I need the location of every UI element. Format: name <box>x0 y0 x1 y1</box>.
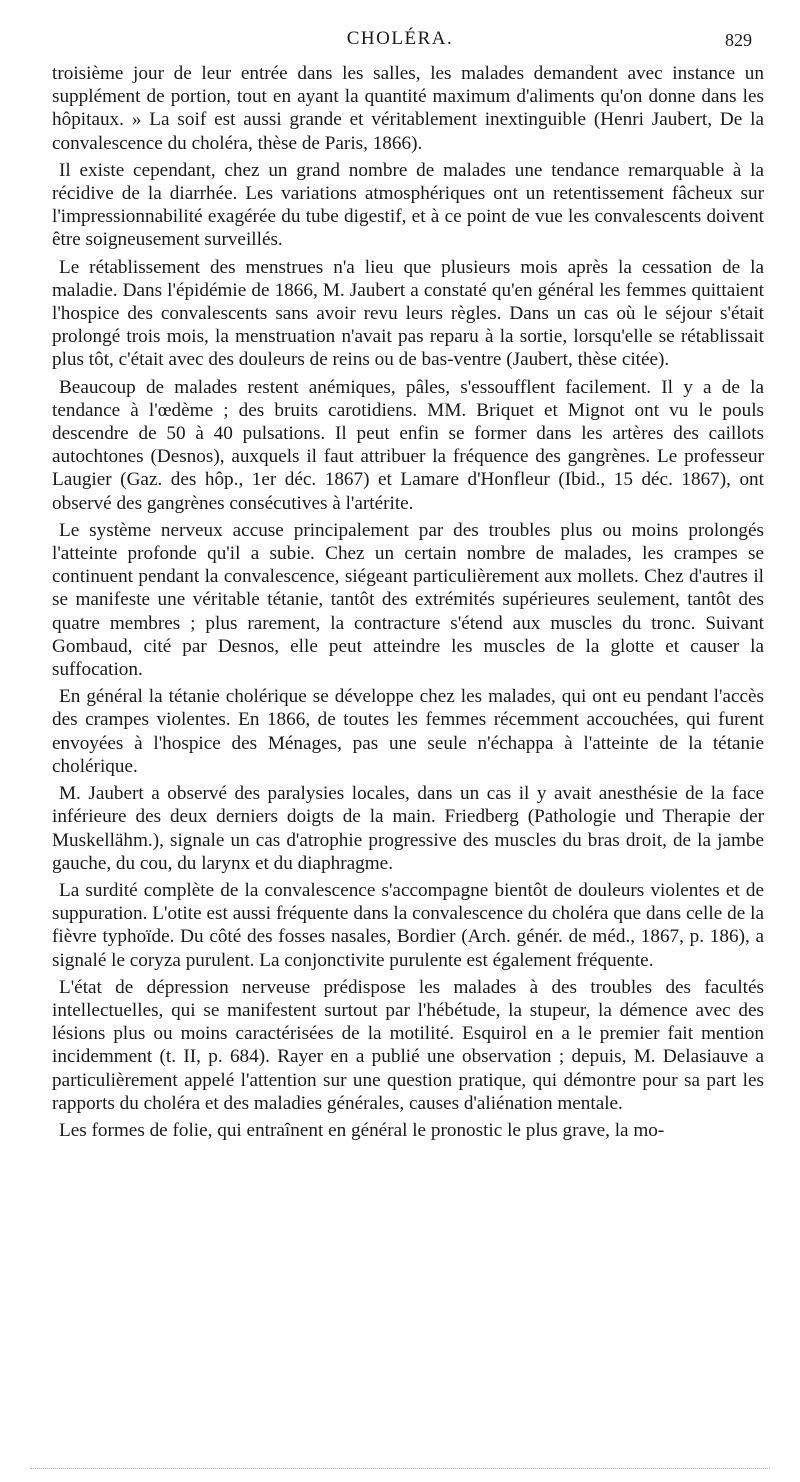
running-head <box>40 28 760 56</box>
paragraph-2: Il existe cependant, chez un grand nombre de malades une tendance remarquable à la récidive de la diarrhée. Les variations atmosphériques ont un retentissement fâcheux sur l'impressionnabilité exagérée du tube digestif, et à ce point de vue les convalescents doivent être soigneusement surveillés. <box>52 159 764 251</box>
paragraph-1: troisième jour de leur entrée dans les salles, les malades demandent avec instance un supplément de portion, tout en ayant la quantité maximum d'aliments qu'on donne dans les hôpitaux. » La soif est aussi grande et véritablement inextinguible (Henri Jaubert, De la convalescence du choléra, thèse de Paris, 1866). <box>52 63 764 154</box>
paragraph-8: La surdité complète de la convalescence s'accompagne bientôt de douleurs violentes et de suppuration. L'otite est aussi fréquente dans la convalescence du choléra que dans celle de la fièvre typhoïde. Du côté des fosses nasales, Bordier (Arch. génér. de méd., 1867, p. 186), a signalé le coryza purulent. La conjonctivite purulente est également fréquente. <box>52 879 764 971</box>
paragraph-5: Le système nerveux accuse principalement par des troubles plus ou moins prolongés l'atteinte profonde qu'il a subie. Chez un certain nombre de malades, les crampes se continuent pendant la convalescence, siégeant particulièrement aux mollets. Chez d'autres il se manifeste une véritable tétanie, tantôt des extrémités supérieures seulement, tantôt des quatre membres ; plus rarement, la contracture s'étend aux muscles du tronc. Suivant Gombaud, cité par Desnos, elle peut atteindre les muscles de la glotte et causer la suffocation. <box>52 519 764 681</box>
paragraph-3: Le rétablissement des menstrues n'a lieu que plusieurs mois après la cessation de la maladie. Dans l'épidémie de 1866, M. Jaubert a constaté qu'en général les femmes quittaient l'hospice des convalescents sans avoir revu leurs règles. Dans un cas où le séjour s'était prolongé trois mois, la menstruation n'avait pas reparu à la sortie, lorsqu'elle se rétablissait plus tôt, c'était avec des douleurs de reins ou de bas-ventre (Jaubert, thèse citée). <box>52 256 764 371</box>
paragraph-10: Les formes de folie, qui entraînent en général le pronostic le plus grave, la mo- <box>59 1119 665 1141</box>
paragraph-6: En général la tétanie cholérique se développe chez les malades, qui ont eu pendant l'accès des crampes violentes. En 1866, de toutes les femmes récemment accouchées, qui furent envoyées à l'hospice des Ménages, pas une seule n'échappa à l'atteinte de la tétanie cholérique. <box>52 686 764 777</box>
running-title: CHOLÉRA. <box>346 28 454 49</box>
page-number: 829 <box>725 30 752 50</box>
body-text <box>52 62 764 1146</box>
footer-rule <box>30 1468 770 1469</box>
paragraph-7: M. Jaubert a observé des paralysies locales, dans un cas il y avait anesthésie de la face inférieure des deux derniers doigts de la main. Friedberg (Pathologie und Therapie der Muskellähm.), signale un cas d'atrophie progressive des muscles du bras droit, de la jambe gauche, du cou, du larynx et du diaphragme. <box>52 783 764 874</box>
paragraph-4: Beaucoup de malades restent anémiques, pâles, s'essoufflent facilement. Il y a de la tendance à l'œdème ; des bruits carotidiens. MM. Briquet et Mignot ont vu le pouls descendre de 50 à 40 pulsations. Il peut enfin se former dans les artères des caillots autochtones (Desnos), auxquels il faut attribuer la fréquence des gangrènes. Le professeur Laugier (Gaz. des hôp., 1er déc. 1867) et Lamare d'Honfleur (Ibid., 15 déc. 1867), ont observé des gangrènes consécutives à l'artérite. <box>52 376 764 514</box>
paragraph-9: L'état de dépression nerveuse prédispose les malades à des troubles des facultés intellectuelles, qui se manifestent surtout par l'hébétude, la stupeur, la démence avec des lésions plus ou moins caractérisées de la motilité. Esquirol en a le premier fait mention incidemment (t. II, p. 684). Rayer en a publié une observation ; depuis, M. Delasiauve a particulièrement appelé l'attention sur une question pratique, qui démontre pour sa part les rapports du choléra et des maladies générales, causes d'aliénation mentale. <box>52 976 764 1114</box>
